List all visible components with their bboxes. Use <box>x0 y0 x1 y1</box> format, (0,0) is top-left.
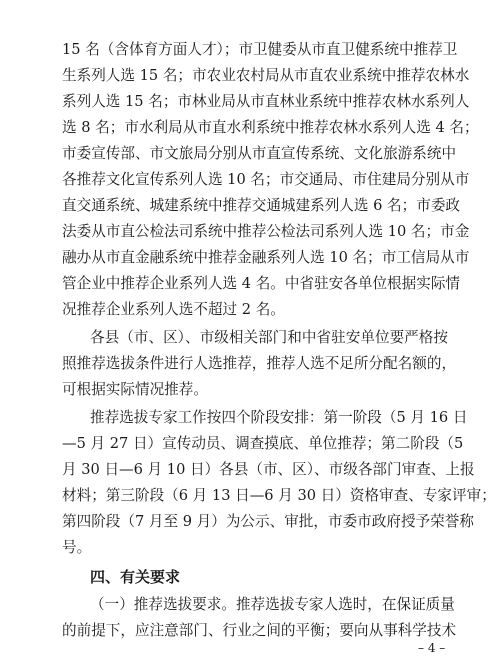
section-heading: 四、有关要求 <box>90 568 181 586</box>
paragraph-first-line: 推荐选拔专家工作按四个阶段安排：第一阶段（5 月 16 日 <box>90 409 468 426</box>
text-line: 管企业中推荐企业系列人选 4 名。中省驻安各单位根据实际情 <box>62 275 461 292</box>
text-line: 直交通系统、城建系统中推荐交通城建系列人选 6 名；市委政 <box>62 197 461 214</box>
text-line: 月 30 日—6 月 10 日）各县（市、区）、市级各部门审查、上报 <box>62 461 475 478</box>
text-line: 融办从市直金融系统中推荐金融系列人选 10 名；市工信局从市 <box>62 249 470 266</box>
text-line: 况推荐企业系列人选不超过 2 名。 <box>62 301 285 318</box>
text-line: 的前提下，应注意部门、行业之间的平衡；要向从事科学技术 <box>62 622 457 639</box>
text-line: 号。 <box>62 539 92 556</box>
text-line: 第四阶段（7 月至 9 月）为公示、审批，市委市政府授予荣誉称 <box>62 513 474 530</box>
text-line: —5 月 27 日）宣传动员、调查摸底、单位推荐；第二阶段（5 <box>62 435 464 452</box>
text-line: 法委从市直公检法司系统中推荐公检法司系列人选 10 名；市金 <box>62 223 470 240</box>
text-line: 选 8 名；市水利局从市直水利系统中推荐农林水系列人选 4 名； <box>62 119 479 136</box>
text-line: 材料；第三阶段（6 月 13 日—6 月 30 日）资格审查、专家评审； <box>62 487 496 504</box>
page-number: – 4 – <box>418 641 446 655</box>
text-line: 市委宣传部、市文旅局分别从市直宣传系统、文化旅游系统中 <box>62 145 457 162</box>
text-line: 可根据实际情况推荐。 <box>62 381 208 398</box>
text-line: 照推荐选拔条件进行人选推荐，推荐人选不足所分配名额的， <box>62 355 457 372</box>
subsection-first-line: （一）推荐选拔要求。推荐选拔专家人选时，在保证质量 <box>90 596 455 613</box>
text-line: 生系列人选 15 名；市农业农村局从市直农业系统中推荐农林水 <box>62 67 470 84</box>
text-line: 各推荐文化宣传系列人选 10 名；市交通局、市住建局分别从市 <box>62 171 470 188</box>
paragraph-first-line: 各县（市、区）、市级相关部门和中省驻安单位要严格按 <box>90 329 448 346</box>
text-line: 15 名（含体育方面人才）；市卫健委从市直卫健系统中推荐卫 <box>62 41 458 58</box>
text-line: 系列人选 15 名；市林业局从市直林业系统中推荐农林水系列人 <box>62 93 470 110</box>
